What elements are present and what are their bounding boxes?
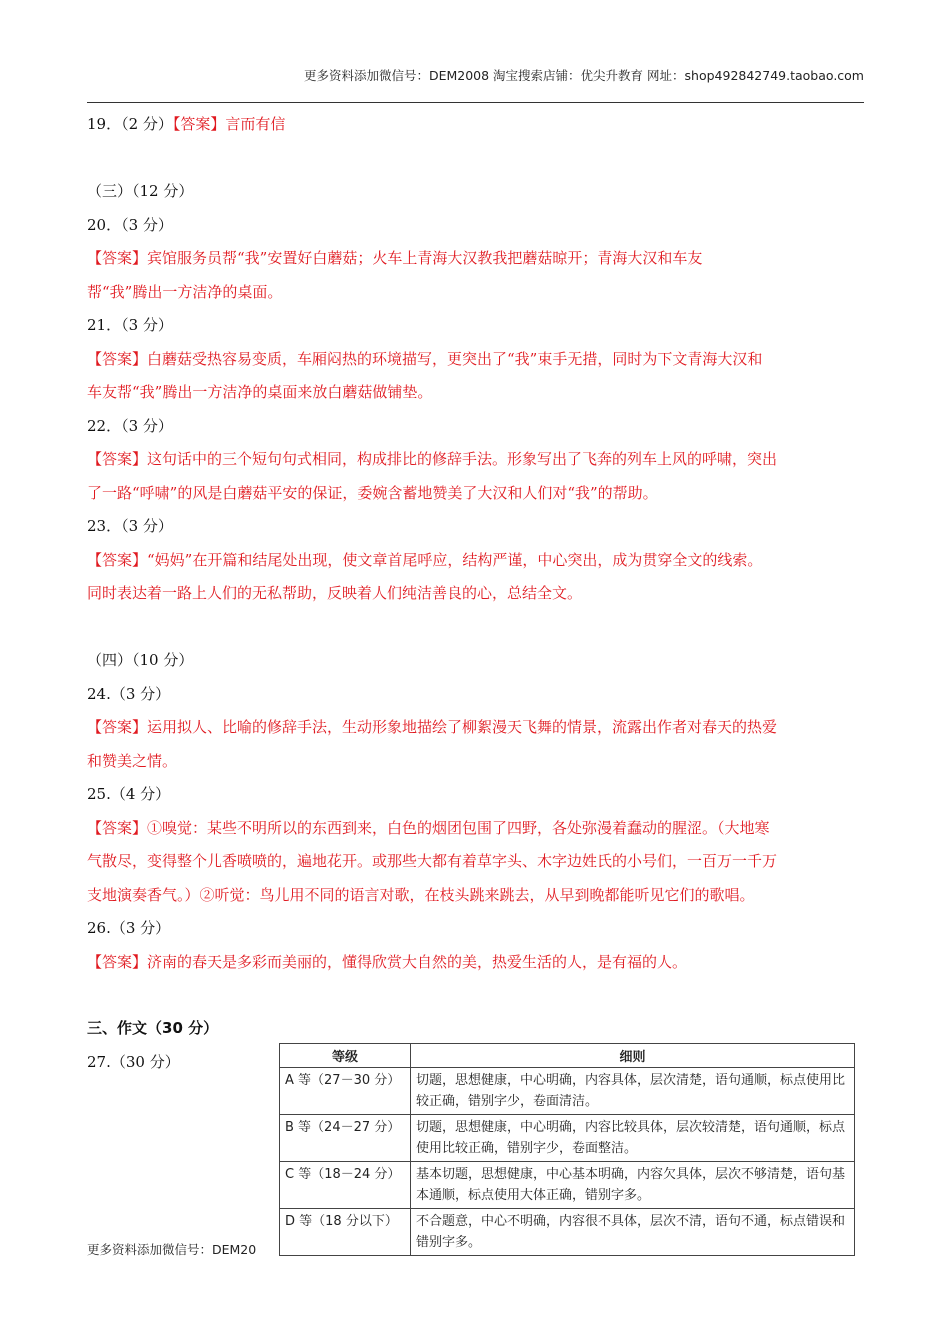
answer-text: 帮“我”腾出一方洁净的桌面。 — [87, 283, 283, 301]
answer-tag: 【答案】 — [172, 115, 226, 133]
question-number: 23．（3 分） — [87, 517, 173, 535]
grade-level: A 等（27－30 分） — [280, 1068, 411, 1115]
answer-text: 【答案】这句话中的三个短句句式相同，构成排比的修辞手法。形象写出了飞奔的列车上风的呼啸，突出 — [87, 450, 778, 468]
grade-level: B 等（24－27 分） — [280, 1115, 411, 1162]
question-number: 21．（3 分） — [87, 316, 173, 334]
question-number: 27.（30 分） — [87, 1053, 180, 1071]
question-number: 22．（3 分） — [87, 417, 173, 435]
grade-detail: 不合题意，中心不明确，内容很不具体，层次不清，语句不通，标点错误和错别字多。 — [411, 1209, 855, 1256]
table-row — [280, 1162, 855, 1209]
question-number: 19．（2 分） — [87, 115, 173, 133]
answer-text: 【答案】宾馆服务员帮“我”安置好白蘑菇；火车上青海大汉教我把蘑菇晾开；青海大汉和车友 — [87, 249, 703, 267]
answer-text: 【答案】白蘑菇受热容易变质，车厢闷热的环境描写，更突出了“我”束手无措，同时为下文青海大汉和 — [87, 350, 763, 368]
answer-text: 和赞美之情。 — [87, 752, 178, 770]
grade-detail: 切题，思想健康，中心明确，内容具体，层次清楚，语句通顺，标点使用比较正确，错别字少，卷面清洁。 — [411, 1068, 855, 1115]
composition-heading: 三、作文（30 分） — [87, 1019, 219, 1037]
grade-level: C 等（18－24 分） — [280, 1162, 411, 1209]
question-19 — [87, 113, 285, 135]
table-header-row — [280, 1044, 855, 1068]
grade-detail: 基本切题，思想健康，中心基本明确，内容欠具体，层次不够清楚，语句基本通顺，标点使用大体正确，错别字多。 — [411, 1162, 855, 1209]
grade-level: D 等（18 分以下） — [280, 1209, 411, 1256]
answer-text: 同时表达着一路上人们的无私帮助，反映着人们纯洁善良的心，总结全文。 — [87, 584, 583, 602]
answer-text: 【答案】①嗅觉：某些不明所以的东西到来，白色的烟团包围了四野，各处弥漫着蠢动的腥涩。（大地寒 — [87, 819, 770, 837]
answer-text: 【答案】运用拟人、比喻的修辞手法，生动形象地描绘了柳絮漫天飞舞的情景，流露出作者对春天的热爱 — [87, 718, 778, 736]
table-header: 细则 — [411, 1044, 855, 1068]
answer-text: 【答案】“妈妈”在开篇和结尾处出现，使文章首尾呼应，结构严谨，中心突出，成为贯穿全文的线索。 — [87, 551, 763, 569]
question-number: 24.（3 分） — [87, 685, 171, 703]
question-number: 25.（4 分） — [87, 785, 171, 803]
table-row — [280, 1115, 855, 1162]
question-number: 20．（3 分） — [87, 216, 173, 234]
table-header: 等级 — [280, 1044, 411, 1068]
table-row — [280, 1209, 855, 1256]
header-divider — [87, 102, 864, 103]
answer-text: 车友帮“我”腾出一方洁净的桌面来放白蘑菇做铺垫。 — [87, 383, 433, 401]
grading-table — [279, 1043, 855, 1256]
answer-text: 了一路“呼啸”的风是白蘑菇平安的保证，委婉含蓄地赞美了大汉和人们对“我”的帮助。 — [87, 484, 658, 502]
page-footer — [87, 1240, 256, 1258]
answer-text: 支地演奏香气。）②听觉：鸟儿用不同的语言对歌，在枝头跳来跳去，从早到晚都能听见它们的歌唱。 — [87, 886, 755, 904]
section-heading: （四）（10 分） — [87, 651, 194, 669]
answer-text: 【答案】济南的春天是多彩而美丽的，懂得欣赏大自然的美，热爱生活的人，是有福的人。 — [87, 953, 688, 971]
page-header: 更多资料添加微信号：DEM2008 淘宝搜索店铺：优尖升教育 网址：shop492842749.taobao.com — [303, 68, 864, 83]
section-heading: （三）（12 分） — [87, 182, 194, 200]
answer-text: 言而有信 — [225, 115, 286, 133]
answer-text: 气散尽，变得整个儿香喷喷的，遍地花开。或那些大都有着草字头、木字边姓氏的小号们，一百万一千万 — [87, 852, 778, 870]
footer-text: 更多资料添加微信号：DEM20 — [87, 1242, 257, 1257]
grade-detail: 切题，思想健康，中心明确，内容比较具体，层次较清楚，语句通顺，标点使用比较正确，错别字少，卷面整洁。 — [411, 1115, 855, 1162]
question-number: 26.（3 分） — [87, 919, 171, 937]
table-row — [280, 1068, 855, 1115]
